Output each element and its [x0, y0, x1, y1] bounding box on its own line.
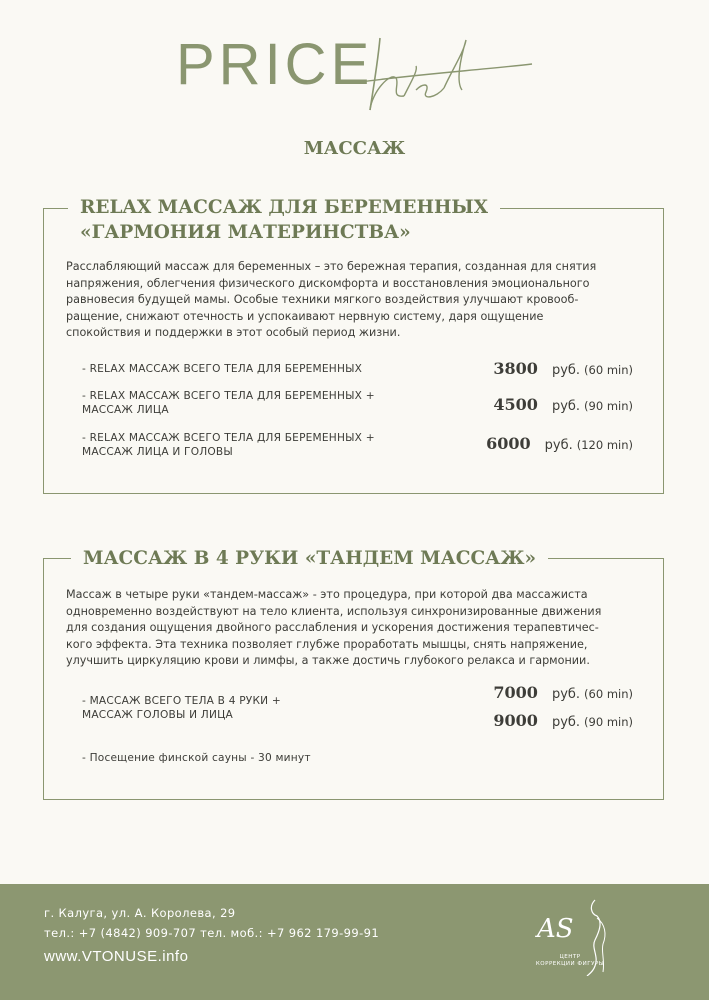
logo-caption	[525, 954, 615, 968]
price-currency: руб.	[551, 687, 581, 702]
price-amount: 4500	[493, 395, 538, 414]
desc-line: Расслабляющий массаж для беременных – это бережная терапия, созданная для снятия	[66, 260, 597, 273]
price-amount: 3800	[493, 359, 538, 378]
desc-line: улучшить циркуляцию крови и лимфы, а также достичь глубокого релакса и гармонии.	[66, 654, 590, 667]
desc-line: одновременно воздействуют на тело клиента, используя синхронизированные движения	[66, 604, 602, 618]
desc-line: напряжения, облегчения физического дискомфорта и восстановления эмоционального	[66, 276, 590, 290]
logo-caption-line: КОРРЕКЦИИ ФИГУРЫ	[535, 961, 605, 967]
service-price	[493, 683, 633, 702]
footer-website[interactable]: www.VTONUSE.info	[44, 948, 189, 965]
logo-caption-line: ЦЕНТР	[559, 954, 581, 960]
desc-line: для создания ощущения двойного расслабления и ускорения достижения терапевтичес-	[66, 621, 599, 634]
price-currency: руб.	[551, 715, 581, 730]
desc-line: кого эффекта. Эта техника позволяет глубже проработать мышцы, снять напряжение,	[66, 637, 588, 651]
price-duration: (90 min)	[584, 715, 633, 729]
price-duration: (60 min)	[584, 687, 633, 701]
pregnancy-massage-title	[68, 195, 500, 245]
footer-phones: тел.: +7 (4842) 909-707 тел. моб.: +7 962 179-99-91	[44, 926, 380, 940]
price-list-title: PRICE	[176, 32, 374, 97]
section-subtitle: МАССАЖ	[303, 138, 406, 159]
service-name	[82, 431, 422, 459]
page-footer	[0, 884, 709, 1000]
pregnancy-massage-description	[66, 259, 643, 342]
center-logo	[525, 896, 615, 980]
title-line-1: RELAX МАССАЖ ДЛЯ БЕРЕМЕННЫХ	[80, 197, 489, 218]
service-name	[82, 362, 422, 376]
pregnancy-massage-card	[43, 197, 664, 494]
price-currency: руб.	[544, 438, 573, 453]
price-amount: 6000	[486, 434, 531, 453]
tandem-massage-description	[66, 587, 643, 670]
service-line: МАССАЖ ЛИЦА И ГОЛОВЫ	[82, 446, 233, 458]
price-duration: (120 min)	[576, 438, 633, 452]
service-line: МАССАЖ ЛИЦА	[82, 404, 169, 416]
service-line: - RELAX МАССАЖ ВСЕГО ТЕЛА ДЛЯ БЕРЕМЕННЫХ +	[82, 432, 375, 444]
tandem-massage-card	[43, 548, 664, 800]
service-line: МАССАЖ ГОЛОВЫ И ЛИЦА	[82, 709, 233, 721]
price-amount: 9000	[493, 711, 538, 730]
price-duration: (60 min)	[584, 363, 633, 377]
service-name	[82, 389, 422, 417]
service-price	[493, 395, 633, 414]
service-price	[486, 434, 633, 453]
logo-monogram: AS	[537, 914, 574, 944]
service-line: - RELAX МАССАЖ ВСЕГО ТЕЛА ДЛЯ БЕРЕМЕННЫХ	[82, 363, 363, 375]
price-currency: руб.	[551, 399, 581, 414]
sauna-note: - Посещение финской сауны - 30 минут	[82, 752, 311, 764]
footer-address: г. Калуга, ул. А. Королева, 29	[44, 906, 236, 920]
service-price	[493, 359, 633, 378]
price-duration: (90 min)	[584, 399, 633, 413]
service-price	[493, 711, 633, 730]
service-name	[82, 694, 422, 722]
tandem-massage-title: МАССАЖ В 4 РУКИ «ТАНДЕМ МАССАЖ»	[71, 546, 548, 571]
price-currency: руб.	[551, 363, 581, 378]
service-line: - МАССАЖ ВСЕГО ТЕЛА В 4 РУКИ +	[82, 695, 281, 707]
service-line: - RELAX МАССАЖ ВСЕГО ТЕЛА ДЛЯ БЕРЕМЕННЫХ +	[82, 390, 375, 402]
desc-line: спокойствия и поддержки в этот особый период жизни.	[66, 326, 401, 339]
list-script-logo	[360, 30, 535, 120]
desc-line: равновесия будущей мамы. Особые техники мягкого воздействия улучшают кровооб-	[66, 293, 579, 306]
page-header	[0, 0, 709, 170]
desc-line: Массаж в четыре руки «тандем-массаж» - это процедура, при которой два массажиста	[66, 588, 588, 601]
title-line-2: «ГАРМОНИЯ МАТЕРИНСТВА»	[80, 222, 411, 243]
price-amount: 7000	[493, 683, 538, 702]
desc-line: ращение, снижают отечность и успокаивают нервную систему, даря ощущение	[66, 309, 544, 323]
